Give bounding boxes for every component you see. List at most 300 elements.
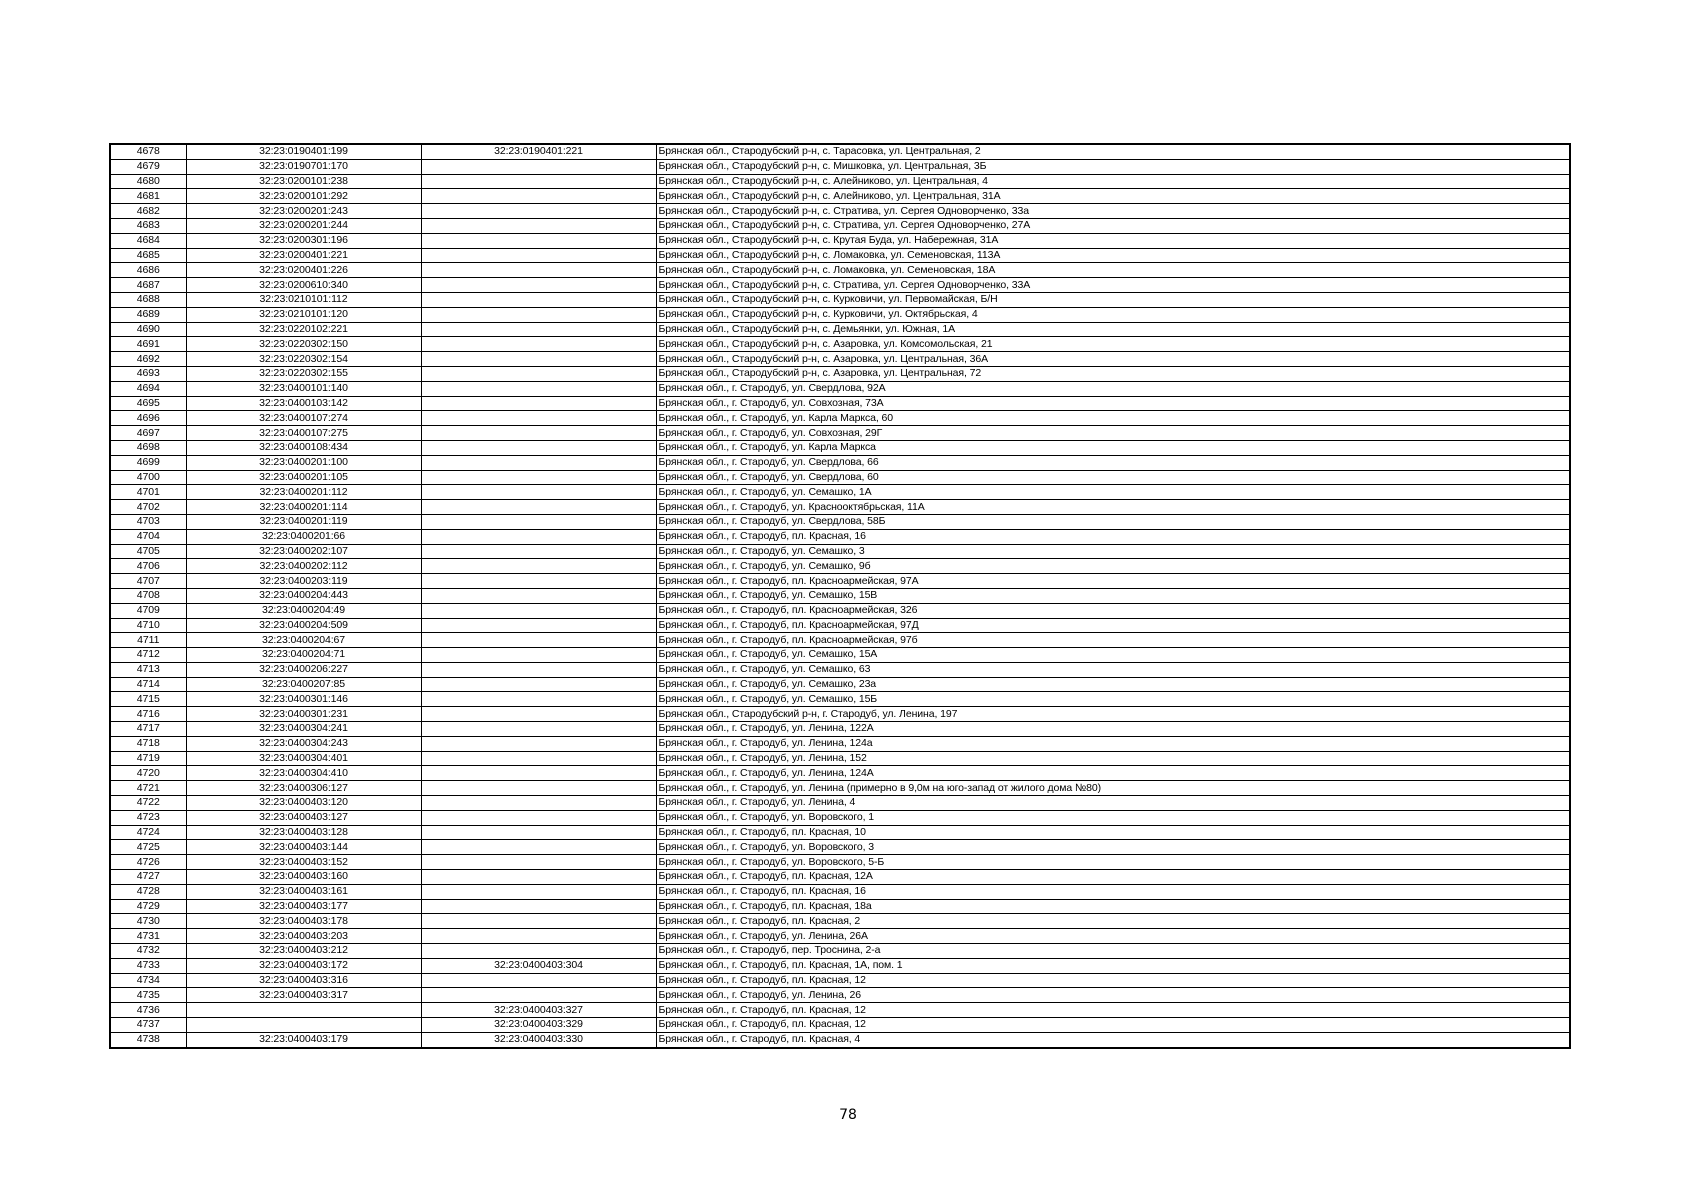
table-row bbox=[110, 396, 1570, 411]
related-cadastral-number-cell bbox=[421, 914, 656, 929]
address-cell: Брянская обл., г. Стародуб, ул. Воровского, 5-Б bbox=[656, 855, 1570, 870]
table-row bbox=[110, 204, 1570, 219]
table-row bbox=[110, 1032, 1570, 1047]
cadastral-number-cell: 32:23:0400101:140 bbox=[186, 381, 421, 396]
row-number-cell: 4737 bbox=[110, 1018, 186, 1033]
table-row bbox=[110, 440, 1570, 455]
address-cell: Брянская обл., г. Стародуб, пл. Красноармейская, 97Д bbox=[656, 618, 1570, 633]
cadastral-number-cell: 32:23:0400204:67 bbox=[186, 633, 421, 648]
cadastral-number-cell: 32:23:0400403:144 bbox=[186, 840, 421, 855]
row-number-cell: 4679 bbox=[110, 159, 186, 174]
address-cell: Брянская обл., Стародубский р-н, с. Крутая Буда, ул. Набережная, 31А bbox=[656, 233, 1570, 248]
address-cell: Брянская обл., Стародубский р-н, с. Курковичи, ул. Первомайская, Б/Н bbox=[656, 292, 1570, 307]
cadastral-number-cell: 32:23:0400204:443 bbox=[186, 588, 421, 603]
related-cadastral-number-cell bbox=[421, 692, 656, 707]
cadastral-number-cell: 32:23:0210101:112 bbox=[186, 292, 421, 307]
address-cell: Брянская обл., г. Стародуб, ул. Семашко, 63 bbox=[656, 662, 1570, 677]
table-row bbox=[110, 544, 1570, 559]
cadastral-number-cell: 32:23:0400403:203 bbox=[186, 929, 421, 944]
row-number-cell: 4734 bbox=[110, 973, 186, 988]
cadastral-number-cell: 32:23:0400204:49 bbox=[186, 603, 421, 618]
related-cadastral-number-cell bbox=[421, 426, 656, 441]
address-cell: Брянская обл., г. Стародуб, пл. Красная, 12 bbox=[656, 973, 1570, 988]
table-row bbox=[110, 352, 1570, 367]
related-cadastral-number-cell bbox=[421, 559, 656, 574]
related-cadastral-number-cell bbox=[421, 618, 656, 633]
cadastral-number-cell: 32:23:0400201:119 bbox=[186, 514, 421, 529]
table-row bbox=[110, 574, 1570, 589]
table-row bbox=[110, 825, 1570, 840]
row-number-cell: 4686 bbox=[110, 263, 186, 278]
address-cell: Брянская обл., Стародубский р-н, с. Алейниково, ул. Центральная, 31А bbox=[656, 189, 1570, 204]
row-number-cell: 4719 bbox=[110, 751, 186, 766]
table-row bbox=[110, 174, 1570, 189]
related-cadastral-number-cell bbox=[421, 825, 656, 840]
row-number-cell: 4695 bbox=[110, 396, 186, 411]
table-row bbox=[110, 455, 1570, 470]
address-cell: Брянская обл., Стародубский р-н, с. Азаровка, ул. Центральная, 36А bbox=[656, 352, 1570, 367]
cadastral-number-cell: 32:23:0400304:243 bbox=[186, 736, 421, 751]
related-cadastral-number-cell bbox=[421, 662, 656, 677]
address-cell: Брянская обл., г. Стародуб, ул. Совхозная, 29Г bbox=[656, 426, 1570, 441]
table-row bbox=[110, 958, 1570, 973]
row-number-cell: 4708 bbox=[110, 588, 186, 603]
address-cell: Брянская обл., г. Стародуб, ул. Ленина, 122А bbox=[656, 722, 1570, 737]
cadastral-number-cell: 32:23:0400202:107 bbox=[186, 544, 421, 559]
table-row bbox=[110, 884, 1570, 899]
row-number-cell: 4720 bbox=[110, 766, 186, 781]
cadastral-number-cell: 32:23:0400107:275 bbox=[186, 426, 421, 441]
table-row bbox=[110, 722, 1570, 737]
cadastral-number-cell: 32:23:0400201:105 bbox=[186, 470, 421, 485]
row-number-cell: 4688 bbox=[110, 292, 186, 307]
address-cell: Брянская обл., г. Стародуб, ул. Свердлова, 58Б bbox=[656, 514, 1570, 529]
table-row bbox=[110, 514, 1570, 529]
related-cadastral-number-cell bbox=[421, 884, 656, 899]
row-number-cell: 4732 bbox=[110, 944, 186, 959]
cadastral-number-cell: 32:23:0400201:112 bbox=[186, 485, 421, 500]
cadastral-number-cell: 32:23:0400201:100 bbox=[186, 455, 421, 470]
address-cell: Брянская обл., г. Стародуб, ул. Семашко, 23а bbox=[656, 677, 1570, 692]
address-cell: Брянская обл., г. Стародуб, пл. Красная, 18а bbox=[656, 899, 1570, 914]
row-number-cell: 4709 bbox=[110, 603, 186, 618]
cadastral-number-cell: 32:23:0200401:221 bbox=[186, 248, 421, 263]
related-cadastral-number-cell bbox=[421, 485, 656, 500]
table-row bbox=[110, 588, 1570, 603]
cadastral-number-cell: 32:23:0400304:241 bbox=[186, 722, 421, 737]
table-row bbox=[110, 810, 1570, 825]
related-cadastral-number-cell bbox=[421, 381, 656, 396]
cadastral-number-cell: 32:23:0400201:114 bbox=[186, 500, 421, 515]
registry-table-body bbox=[110, 144, 1570, 1048]
table-row bbox=[110, 233, 1570, 248]
row-number-cell: 4736 bbox=[110, 1003, 186, 1018]
table-row bbox=[110, 218, 1570, 233]
address-cell: Брянская обл., г. Стародуб, пл. Красная, 16 bbox=[656, 884, 1570, 899]
row-number-cell: 4699 bbox=[110, 455, 186, 470]
related-cadastral-number-cell bbox=[421, 263, 656, 278]
cadastral-number-cell: 32:23:0220102:221 bbox=[186, 322, 421, 337]
address-cell: Брянская обл., г. Стародуб, ул. Карла Маркса bbox=[656, 440, 1570, 455]
table-row bbox=[110, 855, 1570, 870]
registry-table bbox=[109, 143, 1571, 1049]
address-cell: Брянская обл., г. Стародуб, ул. Карла Маркса, 60 bbox=[656, 411, 1570, 426]
related-cadastral-number-cell bbox=[421, 159, 656, 174]
related-cadastral-number-cell bbox=[421, 736, 656, 751]
address-cell: Брянская обл., г. Стародуб, пл. Красная, 10 bbox=[656, 825, 1570, 840]
address-cell: Брянская обл., г. Стародуб, ул. Воровского, 3 bbox=[656, 840, 1570, 855]
table-row bbox=[110, 707, 1570, 722]
related-cadastral-number-cell bbox=[421, 766, 656, 781]
table-row bbox=[110, 899, 1570, 914]
table-row bbox=[110, 1018, 1570, 1033]
cadastral-number-cell: 32:23:0210101:120 bbox=[186, 307, 421, 322]
table-row bbox=[110, 144, 1570, 159]
row-number-cell: 4707 bbox=[110, 574, 186, 589]
row-number-cell: 4690 bbox=[110, 322, 186, 337]
cadastral-number-cell: 32:23:0400108:434 bbox=[186, 440, 421, 455]
related-cadastral-number-cell bbox=[421, 440, 656, 455]
table-row bbox=[110, 529, 1570, 544]
row-number-cell: 4691 bbox=[110, 337, 186, 352]
related-cadastral-number-cell bbox=[421, 648, 656, 663]
row-number-cell: 4680 bbox=[110, 174, 186, 189]
table-row bbox=[110, 189, 1570, 204]
row-number-cell: 4738 bbox=[110, 1032, 186, 1047]
related-cadastral-number-cell bbox=[421, 292, 656, 307]
row-number-cell: 4704 bbox=[110, 529, 186, 544]
row-number-cell: 4683 bbox=[110, 218, 186, 233]
cadastral-number-cell: 32:23:0190701:170 bbox=[186, 159, 421, 174]
row-number-cell: 4696 bbox=[110, 411, 186, 426]
row-number-cell: 4712 bbox=[110, 648, 186, 663]
row-number-cell: 4731 bbox=[110, 929, 186, 944]
cadastral-number-cell: 32:23:0400403:172 bbox=[186, 958, 421, 973]
address-cell: Брянская обл., г. Стародуб, ул. Свердлова, 60 bbox=[656, 470, 1570, 485]
cadastral-number-cell: 32:23:0400204:509 bbox=[186, 618, 421, 633]
cadastral-number-cell: 32:23:0400403:177 bbox=[186, 899, 421, 914]
table-row bbox=[110, 411, 1570, 426]
table-row bbox=[110, 677, 1570, 692]
table-row bbox=[110, 248, 1570, 263]
table-row bbox=[110, 662, 1570, 677]
row-number-cell: 4725 bbox=[110, 840, 186, 855]
cadastral-number-cell: 32:23:0400202:112 bbox=[186, 559, 421, 574]
related-cadastral-number-cell bbox=[421, 588, 656, 603]
row-number-cell: 4722 bbox=[110, 796, 186, 811]
row-number-cell: 4685 bbox=[110, 248, 186, 263]
address-cell: Брянская обл., Стародубский р-н, с. Ломаковка, ул. Семеновская, 18А bbox=[656, 263, 1570, 278]
table-row bbox=[110, 840, 1570, 855]
cadastral-number-cell bbox=[186, 1003, 421, 1018]
cadastral-number-cell: 32:23:0400403:127 bbox=[186, 810, 421, 825]
cadastral-number-cell: 32:23:0400301:231 bbox=[186, 707, 421, 722]
related-cadastral-number-cell bbox=[421, 500, 656, 515]
row-number-cell: 4684 bbox=[110, 233, 186, 248]
cadastral-number-cell: 32:23:0400403:160 bbox=[186, 870, 421, 885]
address-cell: Брянская обл., г. Стародуб, пл. Красная, 16 bbox=[656, 529, 1570, 544]
row-number-cell: 4729 bbox=[110, 899, 186, 914]
related-cadastral-number-cell bbox=[421, 944, 656, 959]
cadastral-number-cell: 32:23:0400306:127 bbox=[186, 781, 421, 796]
row-number-cell: 4698 bbox=[110, 440, 186, 455]
address-cell: Брянская обл., г. Стародуб, ул. Ленина, 152 bbox=[656, 751, 1570, 766]
related-cadastral-number-cell bbox=[421, 929, 656, 944]
table-row bbox=[110, 263, 1570, 278]
row-number-cell: 4678 bbox=[110, 144, 186, 159]
table-row bbox=[110, 366, 1570, 381]
row-number-cell: 4724 bbox=[110, 825, 186, 840]
table-row bbox=[110, 278, 1570, 293]
cadastral-number-cell: 32:23:0200201:243 bbox=[186, 204, 421, 219]
address-cell: Брянская обл., г. Стародуб, ул. Семашко, 15Б bbox=[656, 692, 1570, 707]
row-number-cell: 4701 bbox=[110, 485, 186, 500]
row-number-cell: 4703 bbox=[110, 514, 186, 529]
row-number-cell: 4718 bbox=[110, 736, 186, 751]
table-row bbox=[110, 766, 1570, 781]
address-cell: Брянская обл., г. Стародуб, ул. Семашко, 9б bbox=[656, 559, 1570, 574]
address-cell: Брянская обл., г. Стародуб, ул. Совхозная, 73А bbox=[656, 396, 1570, 411]
cadastral-number-cell: 32:23:0200401:226 bbox=[186, 263, 421, 278]
cadastral-number-cell: 32:23:0400207:85 bbox=[186, 677, 421, 692]
table-row bbox=[110, 470, 1570, 485]
related-cadastral-number-cell bbox=[421, 751, 656, 766]
cadastral-number-cell: 32:23:0400403:212 bbox=[186, 944, 421, 959]
row-number-cell: 4681 bbox=[110, 189, 186, 204]
cadastral-number-cell: 32:23:0200101:292 bbox=[186, 189, 421, 204]
address-cell: Брянская обл., Стародубский р-н, с. Стратива, ул. Сергея Одноворченко, 33А bbox=[656, 278, 1570, 293]
related-cadastral-number-cell bbox=[421, 396, 656, 411]
table-row bbox=[110, 633, 1570, 648]
table-row bbox=[110, 500, 1570, 515]
address-cell: Брянская обл., г. Стародуб, ул. Семашко, 3 bbox=[656, 544, 1570, 559]
related-cadastral-number-cell bbox=[421, 529, 656, 544]
cadastral-number-cell: 32:23:0400301:146 bbox=[186, 692, 421, 707]
cadastral-number-cell bbox=[186, 1018, 421, 1033]
cadastral-number-cell: 32:23:0400403:178 bbox=[186, 914, 421, 929]
row-number-cell: 4711 bbox=[110, 633, 186, 648]
cadastral-number-cell: 32:23:0190401:199 bbox=[186, 144, 421, 159]
table-row bbox=[110, 929, 1570, 944]
cadastral-number-cell: 32:23:0200101:238 bbox=[186, 174, 421, 189]
table-row bbox=[110, 603, 1570, 618]
related-cadastral-number-cell bbox=[421, 899, 656, 914]
related-cadastral-number-cell bbox=[421, 352, 656, 367]
address-cell: Брянская обл., г. Стародуб, ул. Ленина, 26 bbox=[656, 988, 1570, 1003]
related-cadastral-number-cell bbox=[421, 973, 656, 988]
row-number-cell: 4721 bbox=[110, 781, 186, 796]
row-number-cell: 4713 bbox=[110, 662, 186, 677]
row-number-cell: 4727 bbox=[110, 870, 186, 885]
related-cadastral-number-cell bbox=[421, 455, 656, 470]
address-cell: Брянская обл., Стародубский р-н, с. Демьянки, ул. Южная, 1А bbox=[656, 322, 1570, 337]
row-number-cell: 4735 bbox=[110, 988, 186, 1003]
cadastral-number-cell: 32:23:0220302:150 bbox=[186, 337, 421, 352]
cadastral-number-cell: 32:23:0220302:155 bbox=[186, 366, 421, 381]
related-cadastral-number-cell bbox=[421, 722, 656, 737]
related-cadastral-number-cell bbox=[421, 204, 656, 219]
related-cadastral-number-cell bbox=[421, 870, 656, 885]
table-row bbox=[110, 692, 1570, 707]
row-number-cell: 4733 bbox=[110, 958, 186, 973]
address-cell: Брянская обл., Стародубский р-н, с. Тарасовка, ул. Центральная, 2 bbox=[656, 144, 1570, 159]
address-cell: Брянская обл., г. Стародуб, пл. Красная, 1А, пом. 1 bbox=[656, 958, 1570, 973]
cadastral-number-cell: 32:23:0200610:340 bbox=[186, 278, 421, 293]
address-cell: Брянская обл., г. Стародуб, ул. Ленина (примерно в 9,0м на юго-запад от жилого дома №80) bbox=[656, 781, 1570, 796]
address-cell: Брянская обл., г. Стародуб, пл. Красная, 12 bbox=[656, 1003, 1570, 1018]
row-number-cell: 4716 bbox=[110, 707, 186, 722]
table-row bbox=[110, 292, 1570, 307]
table-row bbox=[110, 322, 1570, 337]
cadastral-number-cell: 32:23:0400403:128 bbox=[186, 825, 421, 840]
related-cadastral-number-cell bbox=[421, 677, 656, 692]
table-row bbox=[110, 381, 1570, 396]
row-number-cell: 4715 bbox=[110, 692, 186, 707]
related-cadastral-number-cell bbox=[421, 514, 656, 529]
related-cadastral-number-cell bbox=[421, 603, 656, 618]
row-number-cell: 4728 bbox=[110, 884, 186, 899]
related-cadastral-number-cell: 32:23:0400403:327 bbox=[421, 1003, 656, 1018]
table-row bbox=[110, 307, 1570, 322]
row-number-cell: 4693 bbox=[110, 366, 186, 381]
related-cadastral-number-cell: 32:23:0400403:329 bbox=[421, 1018, 656, 1033]
table-row bbox=[110, 485, 1570, 500]
related-cadastral-number-cell bbox=[421, 411, 656, 426]
table-row bbox=[110, 781, 1570, 796]
address-cell: Брянская обл., Стародубский р-н, с. Ломаковка, ул. Семеновская, 113А bbox=[656, 248, 1570, 263]
related-cadastral-number-cell: 32:23:0400403:304 bbox=[421, 958, 656, 973]
address-cell: Брянская обл., Стародубский р-н, с. Мишковка, ул. Центральная, 3Б bbox=[656, 159, 1570, 174]
address-cell: Брянская обл., г. Стародуб, пл. Красная, 4 bbox=[656, 1032, 1570, 1047]
address-cell: Брянская обл., г. Стародуб, ул. Ленина, 4 bbox=[656, 796, 1570, 811]
cadastral-number-cell: 32:23:0400206:227 bbox=[186, 662, 421, 677]
address-cell: Брянская обл., Стародубский р-н, с. Азаровка, ул. Центральная, 72 bbox=[656, 366, 1570, 381]
table-row bbox=[110, 337, 1570, 352]
cadastral-number-cell: 32:23:0200201:244 bbox=[186, 218, 421, 233]
row-number-cell: 4706 bbox=[110, 559, 186, 574]
address-cell: Брянская обл., г. Стародуб, пл. Красная, 12А bbox=[656, 870, 1570, 885]
row-number-cell: 4726 bbox=[110, 855, 186, 870]
row-number-cell: 4694 bbox=[110, 381, 186, 396]
related-cadastral-number-cell bbox=[421, 707, 656, 722]
row-number-cell: 4705 bbox=[110, 544, 186, 559]
cadastral-number-cell: 32:23:0400403:317 bbox=[186, 988, 421, 1003]
table-row bbox=[110, 426, 1570, 441]
address-cell: Брянская обл., г. Стародуб, ул. Семашко, 1А bbox=[656, 485, 1570, 500]
related-cadastral-number-cell bbox=[421, 544, 656, 559]
cadastral-number-cell: 32:23:0400204:71 bbox=[186, 648, 421, 663]
row-number-cell: 4689 bbox=[110, 307, 186, 322]
row-number-cell: 4710 bbox=[110, 618, 186, 633]
cadastral-number-cell: 32:23:0400203:119 bbox=[186, 574, 421, 589]
cadastral-number-cell: 32:23:0400403:316 bbox=[186, 973, 421, 988]
address-cell: Брянская обл., г. Стародуб, ул. Свердлова, 92А bbox=[656, 381, 1570, 396]
address-cell: Брянская обл., Стародубский р-н, г. Стародуб, ул. Ленина, 197 bbox=[656, 707, 1570, 722]
related-cadastral-number-cell: 32:23:0190401:221 bbox=[421, 144, 656, 159]
address-cell: Брянская обл., г. Стародуб, пл. Красноармейская, 326 bbox=[656, 603, 1570, 618]
related-cadastral-number-cell bbox=[421, 988, 656, 1003]
address-cell: Брянская обл., г. Стародуб, пл. Красноармейская, 97А bbox=[656, 574, 1570, 589]
cadastral-number-cell: 32:23:0400201:66 bbox=[186, 529, 421, 544]
table-row bbox=[110, 914, 1570, 929]
address-cell: Брянская обл., Стародубский р-н, с. Алейниково, ул. Центральная, 4 bbox=[656, 174, 1570, 189]
related-cadastral-number-cell bbox=[421, 189, 656, 204]
cadastral-number-cell: 32:23:0400403:161 bbox=[186, 884, 421, 899]
table-row bbox=[110, 751, 1570, 766]
cadastral-number-cell: 32:23:0200301:196 bbox=[186, 233, 421, 248]
related-cadastral-number-cell bbox=[421, 337, 656, 352]
row-number-cell: 4702 bbox=[110, 500, 186, 515]
related-cadastral-number-cell bbox=[421, 248, 656, 263]
cadastral-number-cell: 32:23:0400403:120 bbox=[186, 796, 421, 811]
cadastral-number-cell: 32:23:0400403:152 bbox=[186, 855, 421, 870]
address-cell: Брянская обл., г. Стародуб, ул. Воровского, 1 bbox=[656, 810, 1570, 825]
related-cadastral-number-cell bbox=[421, 233, 656, 248]
table-row bbox=[110, 796, 1570, 811]
cadastral-number-cell: 32:23:0400403:179 bbox=[186, 1032, 421, 1047]
related-cadastral-number-cell bbox=[421, 174, 656, 189]
related-cadastral-number-cell bbox=[421, 218, 656, 233]
address-cell: Брянская обл., г. Стародуб, пл. Красная, 12 bbox=[656, 1018, 1570, 1033]
related-cadastral-number-cell bbox=[421, 781, 656, 796]
related-cadastral-number-cell bbox=[421, 278, 656, 293]
table-row bbox=[110, 1003, 1570, 1018]
address-cell: Брянская обл., г. Стародуб, ул. Ленина, 124А bbox=[656, 766, 1570, 781]
related-cadastral-number-cell bbox=[421, 470, 656, 485]
row-number-cell: 4697 bbox=[110, 426, 186, 441]
table-row bbox=[110, 159, 1570, 174]
row-number-cell: 4700 bbox=[110, 470, 186, 485]
related-cadastral-number-cell bbox=[421, 366, 656, 381]
related-cadastral-number-cell bbox=[421, 633, 656, 648]
address-cell: Брянская обл., Стародубский р-н, с. Стратива, ул. Сергея Одноворченко, 33а bbox=[656, 204, 1570, 219]
related-cadastral-number-cell bbox=[421, 796, 656, 811]
related-cadastral-number-cell bbox=[421, 574, 656, 589]
page-number: 78 bbox=[839, 1107, 857, 1123]
address-cell: Брянская обл., г. Стародуб, ул. Свердлова, 66 bbox=[656, 455, 1570, 470]
row-number-cell: 4730 bbox=[110, 914, 186, 929]
address-cell: Брянская обл., Стародубский р-н, с. Стратива, ул. Сергея Одноворченко, 27А bbox=[656, 218, 1570, 233]
row-number-cell: 4692 bbox=[110, 352, 186, 367]
address-cell: Брянская обл., Стародубский р-н, с. Курковичи, ул. Октябрьская, 4 bbox=[656, 307, 1570, 322]
related-cadastral-number-cell bbox=[421, 322, 656, 337]
table-row bbox=[110, 736, 1570, 751]
cadastral-number-cell: 32:23:0220302:154 bbox=[186, 352, 421, 367]
address-cell: Брянская обл., г. Стародуб, ул. Ленина, 124а bbox=[656, 736, 1570, 751]
address-cell: Брянская обл., г. Стародуб, пл. Красноармейская, 97б bbox=[656, 633, 1570, 648]
table-row bbox=[110, 973, 1570, 988]
row-number-cell: 4682 bbox=[110, 204, 186, 219]
row-number-cell: 4717 bbox=[110, 722, 186, 737]
row-number-cell: 4723 bbox=[110, 810, 186, 825]
row-number-cell: 4687 bbox=[110, 278, 186, 293]
address-cell: Брянская обл., г. Стародуб, ул. Ленина, 26А bbox=[656, 929, 1570, 944]
cadastral-number-cell: 32:23:0400103:142 bbox=[186, 396, 421, 411]
address-cell: Брянская обл., г. Стародуб, пер. Троснина, 2-а bbox=[656, 944, 1570, 959]
cadastral-number-cell: 32:23:0400304:410 bbox=[186, 766, 421, 781]
address-cell: Брянская обл., г. Стародуб, ул. Семашко, 15В bbox=[656, 588, 1570, 603]
address-cell: Брянская обл., г. Стародуб, ул. Краснооктябрьская, 11А bbox=[656, 500, 1570, 515]
table-row bbox=[110, 988, 1570, 1003]
table-row bbox=[110, 648, 1570, 663]
related-cadastral-number-cell bbox=[421, 307, 656, 322]
address-cell: Брянская обл., Стародубский р-н, с. Азаровка, ул. Комсомольская, 21 bbox=[656, 337, 1570, 352]
cadastral-number-cell: 32:23:0400107:274 bbox=[186, 411, 421, 426]
address-cell: Брянская обл., г. Стародуб, пл. Красная, 2 bbox=[656, 914, 1570, 929]
table-row bbox=[110, 944, 1570, 959]
row-number-cell: 4714 bbox=[110, 677, 186, 692]
table-row bbox=[110, 870, 1570, 885]
